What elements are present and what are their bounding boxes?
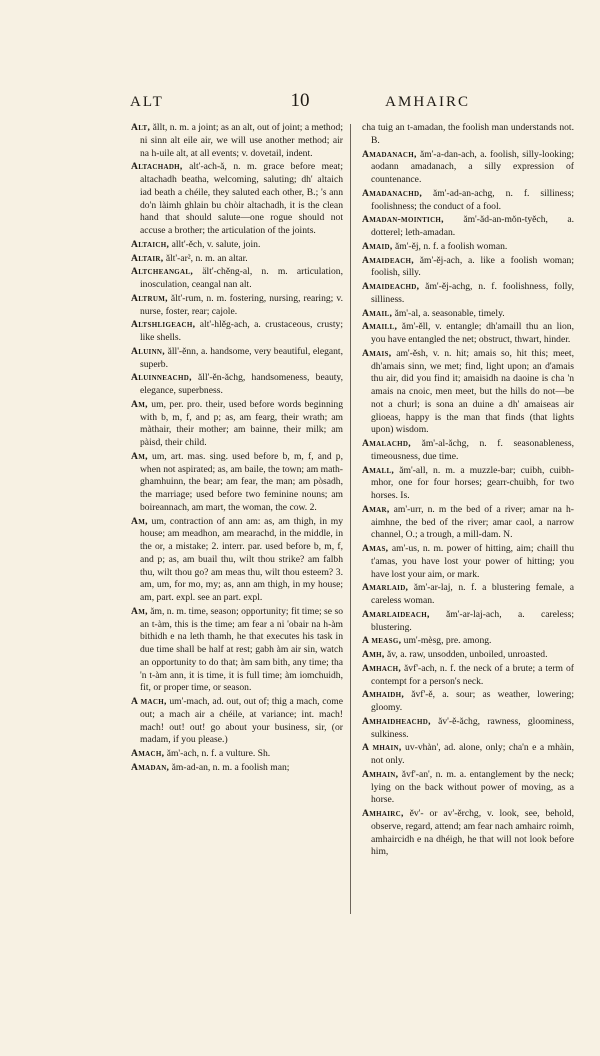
entry-headword: Altachadh, — [131, 161, 183, 173]
dictionary-entry — [131, 161, 343, 238]
entry-definition: ăll'-ěn-ăchg, handsomeness, beauty, elegance, superbness. — [140, 372, 343, 396]
dictionary-entry — [362, 716, 574, 742]
entry-definition: ăm'-ěj, n. f. a foolish woman. — [392, 240, 508, 252]
dictionary-entry — [362, 663, 574, 689]
entry-headword: Amaid, — [362, 240, 393, 252]
dictionary-entry — [362, 769, 574, 807]
entry-headword: Amarlaideach, — [362, 608, 430, 620]
entry-definition: ăvf'-ě, a. sour; as weather, lowering; gloomy. — [371, 689, 574, 713]
entry-definition: ăm'-ěj-achg, n. f. foolishness, folly, silliness. — [371, 281, 574, 305]
entry-definition: um'-mèsg, pre. among. — [401, 635, 492, 647]
entry-headword: Amadan, — [131, 761, 170, 773]
dictionary-entry — [131, 451, 343, 515]
dictionary-entry — [131, 372, 343, 398]
entry-headword: Aluinn, — [131, 345, 165, 357]
entry-headword: Am, — [131, 515, 148, 527]
entry-headword: Altcheangal, — [131, 266, 194, 278]
entry-headword: Amaideach, — [362, 254, 414, 266]
page-number: 10 — [290, 90, 310, 111]
entry-definition: am'-ěsh, v. n. hit; amais so, hit this; meet, dh'amais sinn, we met; find, light upon; an d'amais thu air, did you find it; amaisidh na daoine is cha 'n amais na cnoic, men meet, but the hills do not—be not a churl; is sona an duine a dh' amaiseas air glioeas, happy is the man that finds (that lights upon) wisdom. — [371, 347, 574, 436]
dictionary-entry — [362, 504, 574, 542]
dictionary-entry — [362, 582, 574, 608]
entry-definition: um, per. pro. their, used before words beginning with b, m, f, and p; as, am fearg, their wrath; am màthair, their mother; am bainne, their milk; am pàisd, their child. — [140, 398, 343, 448]
entry-headword: Amail, — [362, 307, 393, 319]
entry-definition: ăm'-ar-laj-ach, a. careless; blustering. — [371, 608, 574, 633]
entry-headword: Amhaidh, — [362, 689, 405, 701]
entry-headword: Amaill, — [362, 321, 398, 333]
dictionary-entry — [362, 122, 574, 148]
entry-definition: am'-urr, n. m the bed of a river; amar na h-aimhne, the bed of the river; amar caol, a narrow channel, O.; a trough, a mill-dam. N. — [371, 503, 574, 541]
entry-headword: Amhain, — [362, 768, 399, 780]
entry-headword: Amadanachd, — [362, 187, 423, 199]
dictionary-entry — [362, 438, 574, 464]
entry-definition: ăm'-al, a. seasonable, timely. — [392, 307, 505, 319]
entry-headword: Amar, — [362, 503, 390, 515]
dictionary-entry — [131, 266, 343, 292]
entry-headword: Aluinneachd, — [131, 372, 192, 384]
entry-headword: A mhain, — [362, 742, 402, 754]
entry-definition: ăvf'-ach, n. f. the neck of a brute; a term of contempt for a person's neck. — [371, 662, 574, 687]
entry-headword: Altshligeach, — [131, 319, 196, 331]
entry-definition: ăm'-ěj-ach, a. like a foolish woman; foolish, silly. — [371, 254, 574, 279]
entry-definition: ălt'-rum, n. m. fostering, nursing, rearing; v. nurse, foster, rear; cajole. — [140, 292, 343, 317]
entry-headword: Amall, — [362, 464, 395, 476]
dictionary-entry — [362, 255, 574, 281]
entry-headword: A mach, — [131, 696, 167, 707]
dictionary-entry — [362, 241, 574, 254]
entry-headword: Altrum, — [131, 292, 168, 304]
entry-definition: cha tuig an t-amadan, the foolish man understands not. B. — [362, 122, 574, 146]
header-first-word: ALT — [130, 94, 164, 110]
left-column — [131, 122, 343, 776]
entry-definition: ăm'-ad-an-achg, n. f. silliness; foolishness; the conduct of a fool. — [371, 187, 574, 212]
entry-definition: ăm'-ach, n. f. a vulture. Sh. — [164, 748, 271, 759]
entry-headword: Amalachd, — [362, 438, 411, 449]
entry-headword: Amhaidheachd, — [362, 715, 431, 727]
dictionary-entry — [362, 808, 574, 859]
dictionary-entry — [131, 696, 343, 747]
entry-headword: Amhairc, — [362, 808, 404, 819]
entry-headword: Amach, — [131, 748, 165, 759]
entry-headword: Amaideachd, — [362, 281, 420, 292]
entry-definition: ăm'-ăd-an-mŏn-tyěch, a. dotterel; leth-amadan. — [371, 214, 574, 238]
dictionary-entry — [362, 609, 574, 635]
entry-headword: Am, — [131, 450, 148, 462]
entry-definition: ăm, n. m. time, season; opportunity; fit time; se so an t-àm, this is the time; am fear a ni 'obair na h-àm bithidh e na leth thamh, he that executes his task in due time shall be half at rest; gabh àm air sin, watch an opportunity to do that; àm sam bith, any time; tha 'n t-àm ann, it is time, it is full time; àm iomchuidh, fit, or proper time, or season. — [140, 605, 343, 694]
entry-definition: ăvf'-an', n. m. a. entanglement by the neck; lying on the back without power of moving, as a horse. — [371, 768, 574, 806]
entry-headword: Am, — [131, 398, 148, 410]
dictionary-entry — [131, 399, 343, 450]
entry-definition: ăv, a. raw, unsodden, unboiled, unroasted. — [384, 649, 548, 660]
entry-headword: Amais, — [362, 347, 392, 359]
dictionary-entry — [362, 308, 574, 321]
dictionary-entry — [131, 293, 343, 319]
dictionary-entry — [362, 348, 574, 437]
entry-definition: uv-vhàn', ad. alone, only; cha'n e a mhàin, not only. — [371, 742, 574, 766]
dictionary-entry — [362, 281, 574, 307]
dictionary-entry — [131, 346, 343, 372]
entry-definition: um'-mach, ad. out, out of; thig a mach, come out; a mach air a chéile, at variance; int. mach! mach! out! out! go about your business, sir, (or madam, if you please.) — [140, 696, 343, 746]
dictionary-entry — [131, 319, 343, 345]
entry-definition: ăm'-ar-laj, n. f. a blustering female, a careless woman. — [371, 582, 574, 606]
entry-headword: Altair, — [131, 252, 164, 264]
entry-definition: ěv'- or av'-ěrchg, v. look, see, behold, observe, regard, attend; am fear nach amhairc roimh, amhaircidh e na dhéigh, he that will not look before him, — [371, 808, 574, 858]
entry-headword: A measg, — [362, 635, 402, 647]
dictionary-entry — [362, 689, 574, 715]
dictionary-entry — [362, 149, 574, 187]
entry-headword: Amarlaid, — [362, 582, 409, 594]
dictionary-entry — [362, 214, 574, 240]
entry-headword: Amhach, — [362, 662, 402, 674]
entry-definition: um, contraction of ann am: as, am thigh, in my house; am meadhon, am mearachd, in the middle, in the or, a mistake; 2. interr. par. used before b, m, f, and p; as, am buail thu, wilt thou strike? am falbh thu, wilt thou go? am meas thu, wilt thou esteem? 3. am, um, for mo, my; as, ann am thigh, in my house; am, part. expl. see an part. expl. — [140, 515, 343, 603]
entry-definition: ăll'-ěnn, a. handsome, very beautiful, elegant, superb. — [140, 345, 343, 370]
dictionary-entry — [131, 516, 343, 605]
entry-definition: alt'-ach-ă, n. m. grace before meat; altachadh beatha, welcoming, saluting; dh' altaich iad beath a chéile, they saluted each other, B.; 's ann do'n làimh ghlain bu chòir altachadh, it is the clean hand that should salute—one rogue should not accuse a brother; the articulation of the joints. — [140, 161, 343, 236]
dictionary-entry — [131, 253, 343, 266]
dictionary-entry — [362, 543, 574, 581]
header-last-word: AMHAIRC — [385, 94, 470, 110]
dictionary-entry — [362, 321, 574, 347]
entry-definition: allt'-ěch, v. salute, join. — [169, 238, 261, 250]
right-column — [362, 122, 574, 860]
dictionary-entry — [362, 465, 574, 503]
entry-definition: ăv'-ě-ăchg, rawness, gloominess, sulkiness. — [371, 715, 574, 740]
entry-definition: ăm'-all, n. m. a muzzle-bar; cuibh, cuibh-mhor, one for four horses; gearr-chuibh, for two horses. Is. — [371, 464, 574, 501]
entry-headword: Amh, — [362, 649, 385, 660]
dictionary-entry — [131, 748, 343, 761]
entry-definition: ăm'-al-ăchg, n. f. seasonableness, timeousness, due time. — [371, 438, 574, 462]
entry-definition: ălt'-ar², n. m. an altar. — [163, 252, 248, 264]
dictionary-entry — [362, 188, 574, 214]
dictionary-entry — [362, 649, 574, 662]
dictionary-entry — [131, 762, 343, 775]
entry-headword: Alt, — [131, 122, 151, 133]
entry-definition: ăm'-ěll, v. entangle; dh'amaill thu an lion, you have entangled the net; obstruct, thwart, hinder. — [371, 321, 574, 345]
dictionary-entry — [131, 239, 343, 252]
page-header — [130, 90, 470, 114]
dictionary-entry — [362, 635, 574, 648]
entry-headword: Altaich, — [131, 238, 170, 250]
entry-headword: Am, — [131, 605, 148, 617]
dictionary-entry — [362, 742, 574, 768]
entry-definition: ăm-ad-an, n. m. a foolish man; — [169, 761, 290, 773]
entry-definition: am'-us, n. m. power of hitting, aim; chaill thu t'amas, you have lost your power of hitting; you have lost your aim, or mark. — [371, 543, 574, 580]
entry-definition: alt'-hlěg-ach, a. crustaceous, crusty; like shells. — [140, 319, 343, 343]
column-divider — [350, 124, 351, 914]
entry-definition: um, art. mas. sing. used before b, m, f, and p, when not aspirated; as, am baile, the town; am math-ghamhuinn, the bear; am fear, the man; am pòsadh, the marriage; used before two feminine nouns; am boireannach, am mart, the woman, the cow. 2. — [140, 450, 343, 513]
entry-definition: ält'-chěng-al, n. m. articulation, inosculation, ceangal nan alt. — [140, 266, 343, 290]
entry-headword: Amadanach, — [362, 148, 417, 160]
dictionary-entry — [131, 122, 343, 160]
entry-headword: Amadan-mointich, — [362, 214, 444, 226]
dictionary-entry — [131, 606, 343, 695]
entry-headword: Amas, — [362, 543, 389, 554]
entry-definition: ăm'-a-dan-ach, a. foolish, silly-looking; aodann amadanach, a silly expression of countenance. — [371, 148, 574, 185]
entry-definition: ăllt, n. m. a joint; as an alt, out of joint; a method; ni sinn alt eile air, we will use another method; air na h-uile alt, at all events; v. dovetail, indent. — [140, 122, 343, 159]
